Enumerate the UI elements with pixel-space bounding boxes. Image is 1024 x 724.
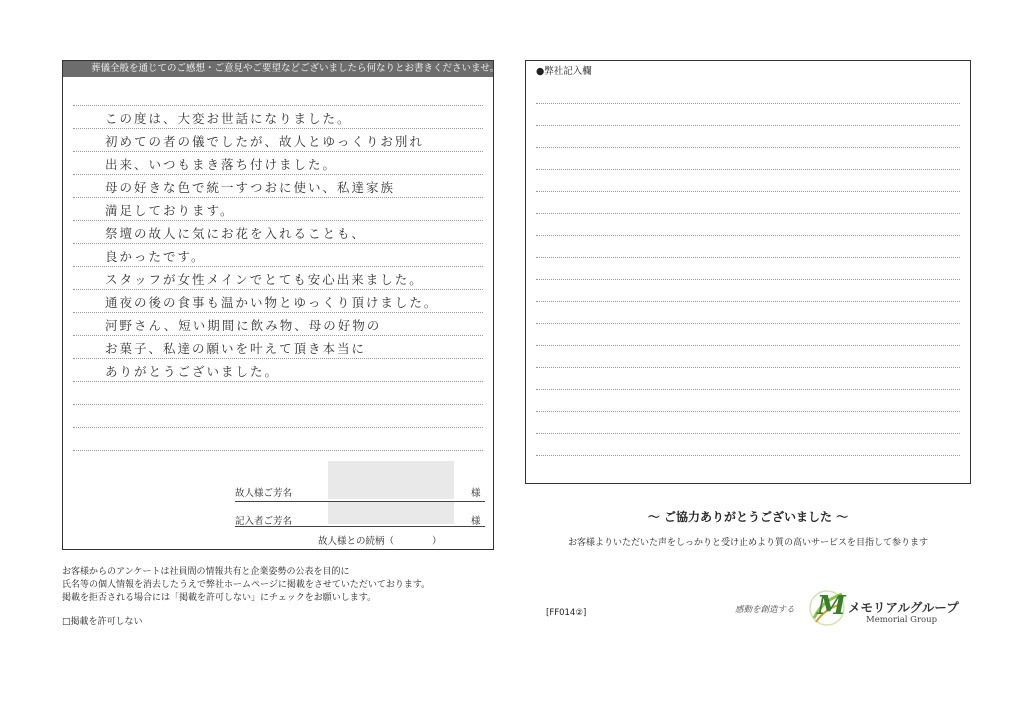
writer-name-label: 記入者ご芳名 <box>235 516 293 527</box>
handwritten-line: 出来、いつもまき落ち付けました。 <box>105 157 338 172</box>
handwritten-line: お菓子、私達の願いを叶えて頂き本当に <box>105 341 367 356</box>
handwritten-line: 通夜の後の食事も温かい物とゆっくり頂けました。 <box>105 295 439 310</box>
handwritten-line: 満足しております。 <box>105 203 235 218</box>
publish-opt-out-checkbox[interactable]: □掲載を許可しない <box>62 617 143 627</box>
relationship-label: 故人様との続柄（ ） <box>318 536 442 547</box>
feedback-header: 葬儀全般を通じてのご感想・ご意見やご要望などございましたら何なりとお書きくださいませ。 <box>63 61 493 77</box>
handwritten-line: 祭壇の故人に気にお花を入れることも、 <box>105 226 367 241</box>
handwritten-line: 河野さん、短い期間に飲み物、母の好物の <box>105 318 382 333</box>
redacted-deceased-name <box>328 461 454 499</box>
handwritten-line: ありがとうございました。 <box>105 364 280 379</box>
feedback-form-box <box>62 60 500 550</box>
honorific-sama: 様 <box>471 516 481 527</box>
handwritten-line: 初めての者の儀でしたが、故人とゆっくりお別れ <box>105 134 424 149</box>
form-code: [FF014②] <box>546 608 587 618</box>
brand-name-en: Memorial Group <box>866 615 938 625</box>
brand-logo-letter: M <box>817 591 846 621</box>
brand-tagline: 感動を創造する <box>735 605 795 615</box>
handwritten-line: 母の好きな色で統一すつおに使い、私達家族 <box>105 180 396 195</box>
staff-entry-header: ●弊社記入欄 <box>536 66 592 77</box>
thanks-title: ～ ご協力ありがとうございました ～ <box>647 510 849 524</box>
deceased-name-label: 故人様ご芳名 <box>235 488 293 499</box>
notice-line-3: 掲載を拒否される場合には「掲載を許可しない」にチェックをお願いします。 <box>62 593 377 603</box>
handwritten-line: 良かったです。 <box>105 249 206 264</box>
handwritten-line: この度は、大変お世話になりました。 <box>105 111 352 126</box>
notice-line-2: 氏名等の個人情報を消去したうえで弊社ホームページに掲載をさせていただいております。 <box>62 580 431 590</box>
handwritten-line: スタッフが女性メインでとても安心出来ました。 <box>105 272 424 287</box>
thanks-subtitle: お客様よりいただいた声をしっかりと受け止めより質の高いサービスを目指して参ります <box>567 538 928 548</box>
notice-line-1: お客様からのアンケートは社員間の情報共有と企業姿勢の公表を目的に <box>62 567 350 577</box>
staff-entry-box <box>525 60 971 484</box>
honorific-sama: 様 <box>471 488 481 499</box>
brand-logo-icon <box>808 588 846 628</box>
writer-name-underline <box>235 526 485 527</box>
brand-name-jp: メモリアルグループ <box>848 600 959 615</box>
redacted-writer-name <box>328 502 454 524</box>
